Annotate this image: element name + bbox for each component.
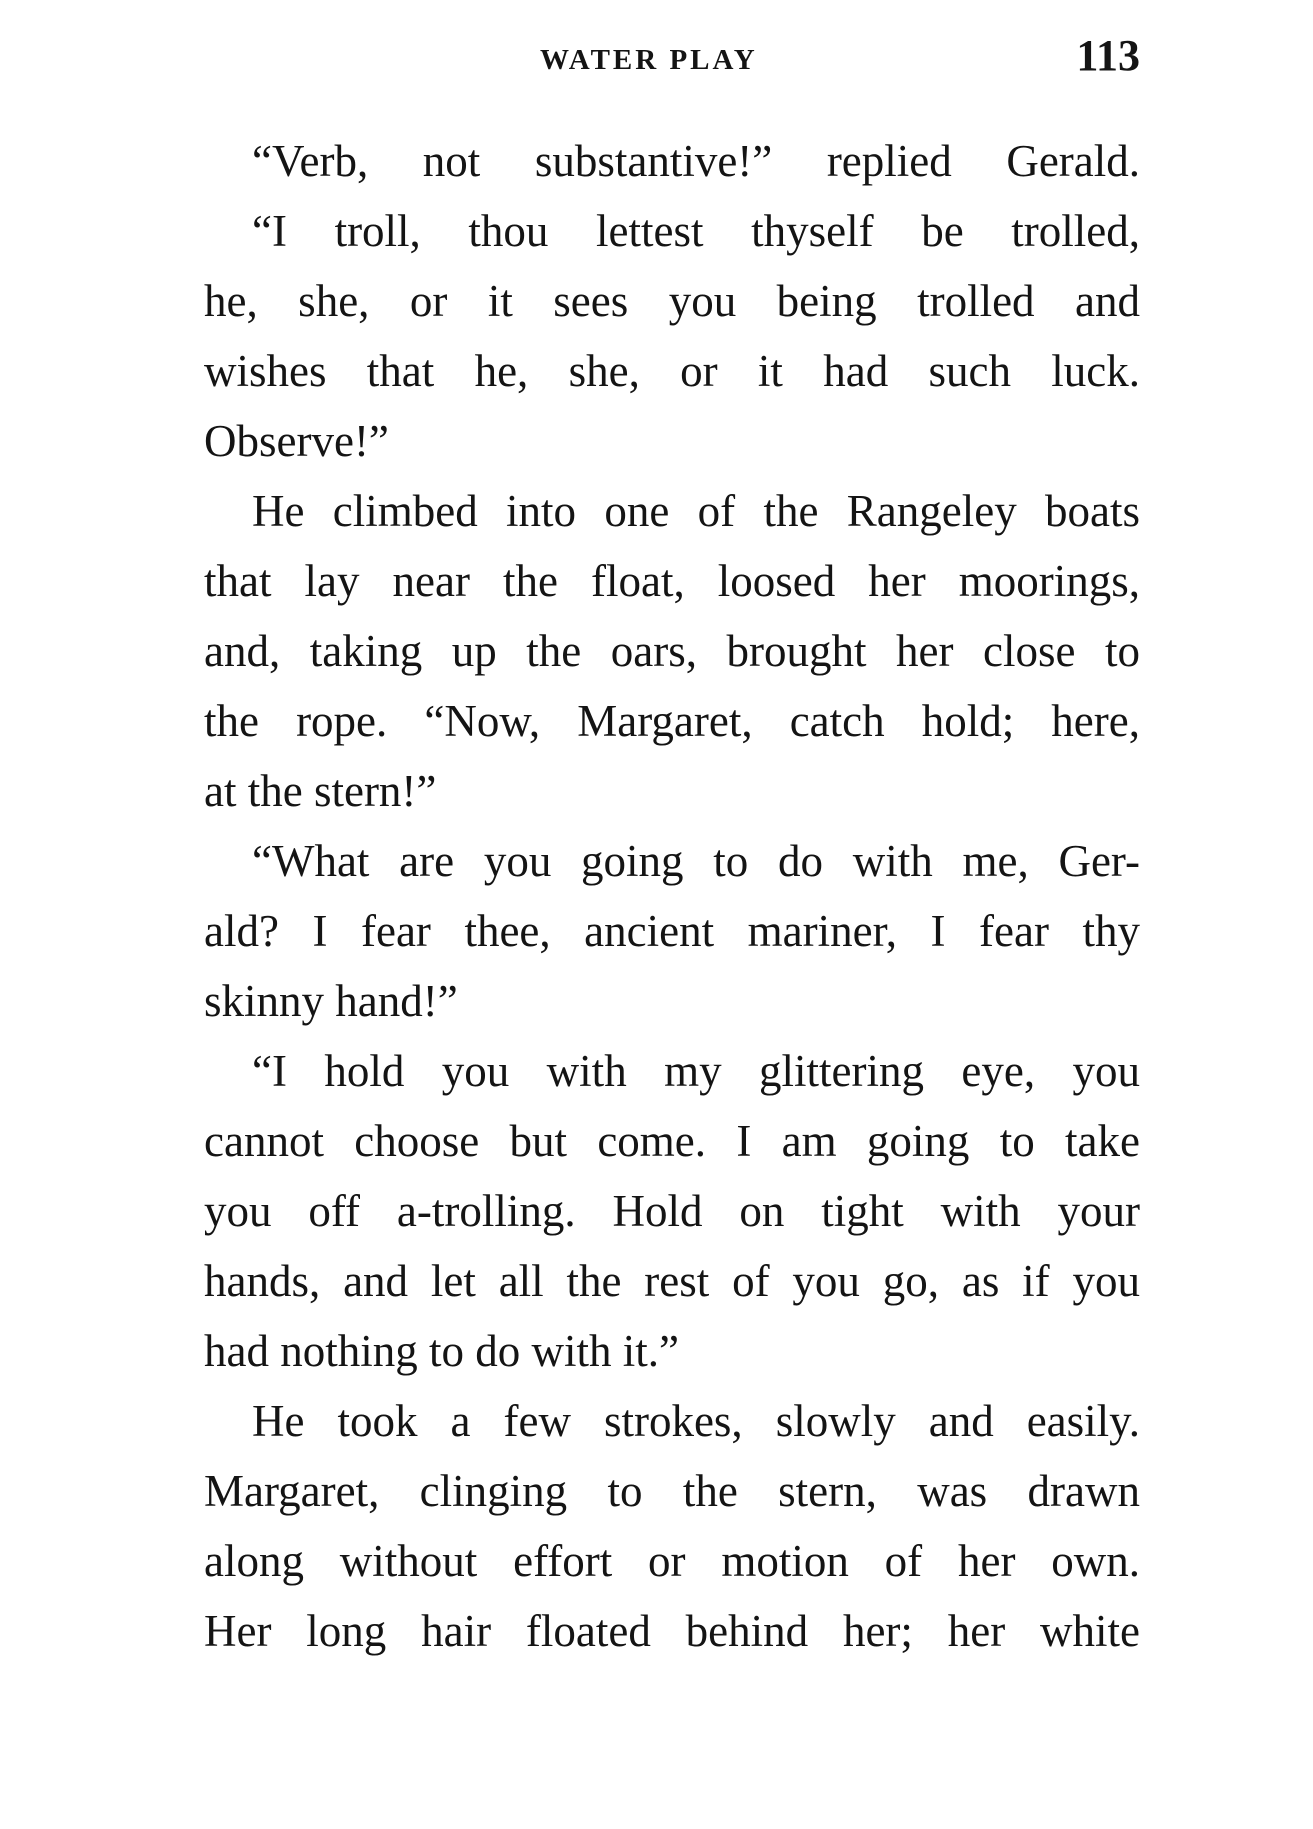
text-line: at the stern!” bbox=[204, 766, 437, 816]
page-header bbox=[0, 30, 1313, 90]
text-line: cannot choose but come. I am going to take bbox=[204, 1116, 1140, 1166]
text-line: ald? I fear thee, ancient mariner, I fear thy bbox=[204, 906, 1140, 956]
page-number: 113 bbox=[1076, 31, 1140, 80]
text-line: wishes that he, she, or it had such luck. bbox=[204, 346, 1140, 396]
text-line: along without effort or motion of her own. bbox=[204, 1536, 1140, 1586]
text-line: He took a few strokes, slowly and easily. bbox=[252, 1396, 1140, 1446]
text-line: the rope. “Now, Margaret, catch hold; here, bbox=[204, 696, 1140, 746]
text-line: he, she, or it sees you being trolled and bbox=[204, 276, 1140, 326]
body-text bbox=[204, 126, 1140, 1666]
text-line: “I troll, thou lettest thyself be trolled, bbox=[252, 206, 1140, 256]
text-line: had nothing to do with it.” bbox=[204, 1326, 679, 1376]
text-line: Observe!” bbox=[204, 416, 389, 466]
text-line: Margaret, clinging to the stern, was drawn bbox=[204, 1466, 1140, 1516]
text-line: “Verb, not substantive!” replied Gerald. bbox=[252, 136, 1140, 186]
text-line: you off a-trolling. Hold on tight with your bbox=[204, 1186, 1140, 1236]
text-line: that lay near the float, loosed her moorings, bbox=[204, 556, 1140, 606]
text-line: hands, and let all the rest of you go, as if you bbox=[204, 1256, 1140, 1306]
text-line: skinny hand!” bbox=[204, 976, 458, 1026]
text-line: “What are you going to do with me, Ger- bbox=[252, 836, 1140, 886]
running-head: WATER PLAY bbox=[540, 44, 758, 76]
text-line: and, taking up the oars, brought her close to bbox=[204, 626, 1140, 676]
text-line: “I hold you with my glittering eye, you bbox=[252, 1046, 1140, 1096]
text-line: Her long hair floated behind her; her white bbox=[204, 1606, 1140, 1656]
text-line: He climbed into one of the Rangeley boats bbox=[252, 486, 1140, 536]
